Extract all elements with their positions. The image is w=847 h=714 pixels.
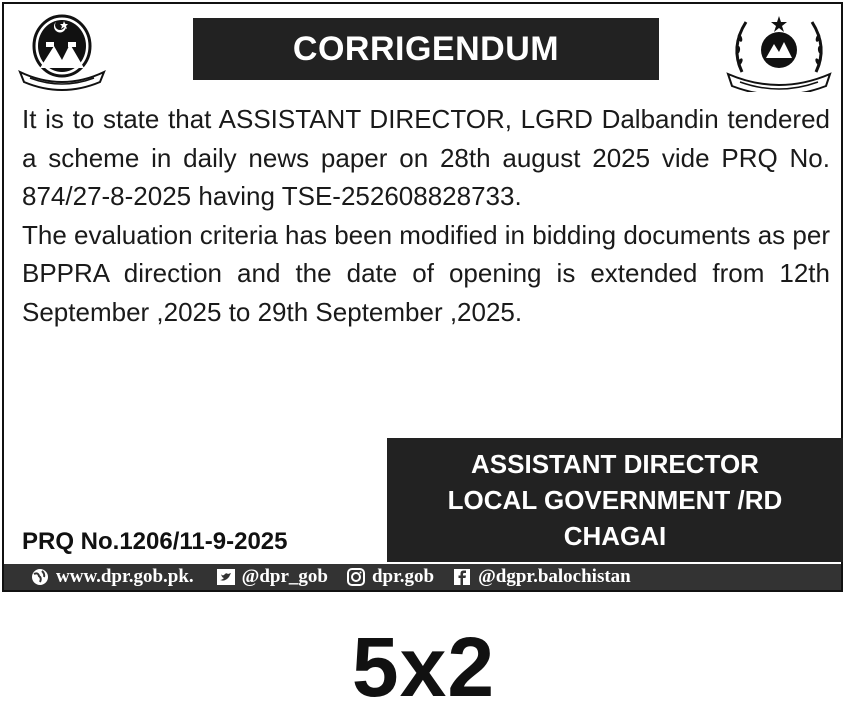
footer-bar [4, 564, 841, 590]
facebook-icon [452, 568, 472, 586]
department-emblem-icon [720, 12, 838, 92]
notice-paragraph-1: It is to state that ASSISTANT DIRECTOR, LGRD Dalbandin tendered a scheme in daily news paper on 28th august 2025 vide PRQ No. 874/27-8-2025 having TSE-252608828733. [22, 104, 830, 211]
globe-icon [30, 568, 50, 586]
corrigendum-title: CORRIGENDUM [193, 18, 659, 80]
footer-facebook [452, 566, 631, 588]
signature-line-1: ASSISTANT DIRECTOR [471, 449, 759, 479]
notice-body [22, 100, 830, 331]
instagram-icon [346, 568, 366, 586]
footer-instagram [346, 566, 434, 588]
twitter-icon [216, 568, 236, 586]
advertisement-frame [2, 2, 843, 592]
footer-website [30, 566, 194, 588]
footer-twitter [216, 566, 328, 588]
instagram-handle[interactable]: dpr.gob [371, 566, 435, 587]
facebook-handle[interactable]: @dgpr.balochistan [478, 566, 631, 587]
signature-line-3: CHAGAI [563, 521, 667, 551]
notice-paragraph-2: The evaluation criteria has been modified in bidding documents as per BPPRA direction and the date of opening is extended from 12th September ,2025 to 29th September ,2025. [22, 219, 830, 327]
ad-size-label: 5x2 [351, 620, 496, 714]
twitter-handle[interactable]: @dpr_gob [241, 566, 328, 587]
balochistan-emblem-icon [16, 12, 108, 92]
prq-number: PRQ No.1206/11-9-2025 [22, 528, 288, 555]
signature-line-2: LOCAL GOVERNMENT /RD [447, 485, 783, 515]
signature-block [387, 438, 843, 562]
website-link[interactable]: www.dpr.gob.pk. [56, 566, 194, 587]
